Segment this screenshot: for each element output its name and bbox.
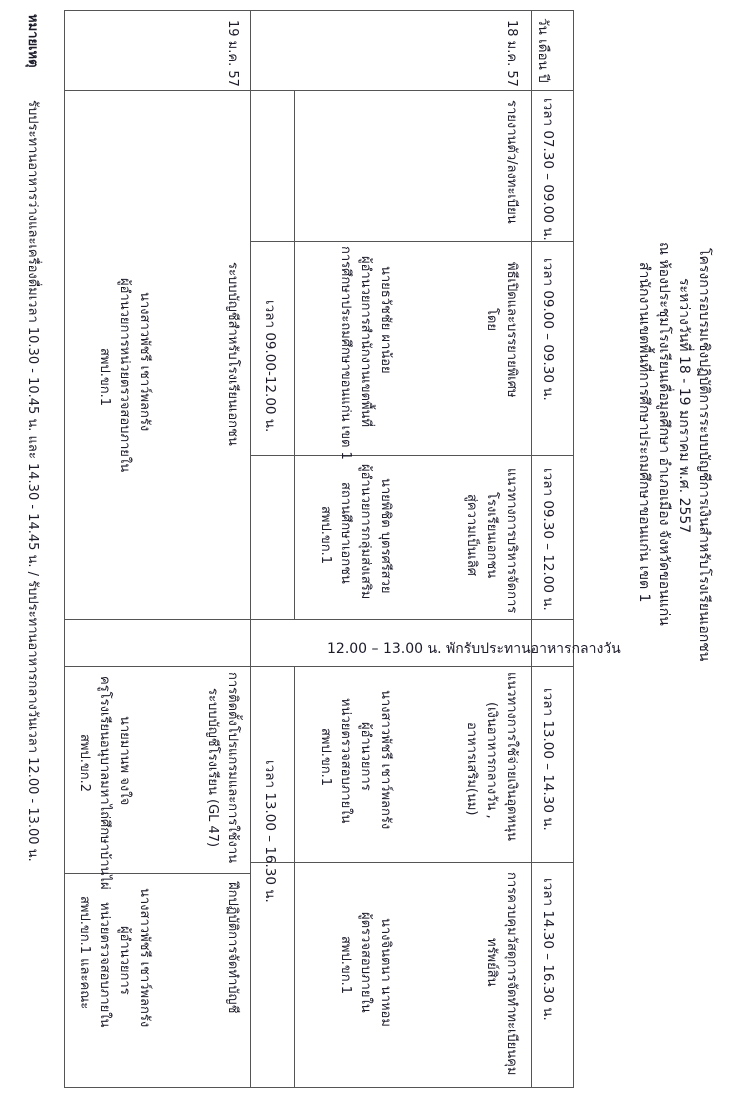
time-1300: เวลา 13.00 – 14.30 น. (540, 688, 556, 831)
day2-afternoon-time: เวลา 13.00 – 16.30 น. (262, 760, 278, 903)
day2-pm1-topic-line2: ระบบบัญชีโรงเรียน (GL 47) (205, 688, 220, 848)
table-border-left (64, 10, 65, 1088)
day1-s2-speaker-office: สพป.ขก.1 (318, 728, 333, 787)
day2-pm2-topic: ฝึกปฏิบัติการจัดทำบัญชี (225, 882, 240, 1014)
day2-am-header-line (294, 90, 295, 620)
day2-pm1-speaker-title: ครูโรงเรียนอนุบาลมหาไถ่ศึกษาบ้านไผ่ (97, 676, 112, 890)
line-0930 (250, 455, 574, 456)
day-split-line (250, 10, 251, 1088)
day2-morning-speaker-title: ผู้อำนวยการหน่วยตรวจสอบภายใน (117, 278, 132, 473)
day1-s3-speaker-title: ผู้ตรวจสอบภายใน (358, 912, 373, 1013)
day2-pm2-speaker-office: สพป.ขก.1 และคณะ (77, 896, 92, 1010)
header-row-line (531, 10, 532, 1088)
day1-date: 18 ม.ค. 57 (504, 20, 519, 87)
table-border-right (573, 10, 574, 1088)
day1-s1-speaker: นายพิชิต บุตรศรีสวย (378, 478, 393, 594)
day1-s1-topic-line1: แนวทางการบริหารจัดการ (504, 468, 519, 614)
day1-s1-topic-line2: โรงเรียนเอกชน (484, 492, 499, 579)
day1-s3-speaker-office: สพป.ขก.1 (338, 936, 353, 995)
day2-morning-speaker: นางสาวพัชรี เชาว์พลกรัง (137, 292, 152, 432)
day1-s1-speaker-title: ผู้อำนวยการกลุ่มส่งเสริม (358, 464, 373, 600)
day1-opening-line2: โดย (484, 308, 499, 332)
day1-opening-speaker: นายธวัชชัย ผาน้อย (378, 266, 393, 374)
footnote-label: หมายเหตุ (25, 14, 40, 68)
day1-opening-line1: พิธีเปิดและบรรยายพิเศษ (504, 262, 519, 398)
day1-s3-topic-line2: ทรัพย์สิน (484, 938, 499, 987)
time-0730: เวลา 07.30 – 09.00 น. (540, 98, 556, 241)
line-lunch-end (64, 666, 574, 667)
day2-pm-split (64, 873, 251, 874)
table-border-top (64, 10, 574, 11)
day1-opening-speaker-org: การศึกษาประถมศึกษาขอนแก่น เขต 1 (338, 246, 353, 460)
table-border-bottom (64, 1087, 574, 1088)
time-1430: เวลา 14.30 – 16.30 น. (540, 878, 556, 1021)
day1-s1-speaker-office: สพป.ขก.1 (318, 506, 333, 565)
day2-pm1-speaker: นายมานพ จงใจ (117, 716, 132, 806)
day1-s3-speaker: นางจินตนา นาหอม (378, 918, 393, 1027)
line-lunch-start (64, 619, 574, 620)
day1-s2-topic-line1: แนวทางการใช้จ่ายเงินอุดหนุน (504, 672, 519, 841)
date-column-header: วัน เดือน ปี (535, 18, 551, 83)
lunch-break: 12.00 – 13.00 น. พักรับประทานอาหารกลางวัน (327, 641, 621, 657)
header-line2: ระหว่างวันที่ 18 - 19 มกราคม พ.ศ. 2557 (676, 278, 692, 534)
time-0900: เวลา 09.00 – 09.30 น. (540, 258, 556, 401)
date-column-line (64, 90, 574, 91)
day1-opening-speaker-title: ผู้อำนวยการสำนักงานเขตพื้นที่ (358, 256, 373, 428)
header-line3: ณ ห้องประชุมโรงเรียนเดื่อมูลศึกษา อำเภอเมือง จังหวัดขอนแก่น (656, 242, 672, 626)
header-line1: โครงการอบรมเชิงปฏิบัติการระบบบัญชีการเงินสำหรับโรงเรียนเอกชน (696, 248, 712, 662)
day2-pm1-speaker-office: สพป.ขก.2 (77, 734, 92, 793)
day1-s2-speaker-title: ผู้อำนวยการ (358, 722, 373, 791)
day2-date: 19 ม.ค. 57 (225, 20, 240, 87)
day2-morning-topic: ระบบบัญชีสำหรับโรงเรียนเอกชน (225, 262, 240, 446)
line-0900 (250, 241, 574, 242)
day2-pm-header-line (294, 666, 295, 1088)
line-1430 (250, 862, 574, 863)
day2-pm1-topic-line1: การติดตั้งโปรแกรมและการใช้งาน (225, 672, 240, 864)
day2-pm2-speaker-title: ผู้อำนวยการ (117, 926, 132, 995)
day1-s2-topic-line3: อาหารเสริม(นม) (464, 722, 479, 816)
day1-s2-topic-line2: (เงินอาหารกลางวัน , (484, 702, 499, 819)
day2-morning-time: เวลา 09.00-12.00 น. (262, 300, 278, 433)
day1-s1-speaker-org: สถานศึกษาเอกชน (338, 482, 353, 584)
day2-pm2-speaker: นางสาวพัชรี เชาว์พลกรัง (137, 888, 152, 1028)
day1-s3-topic-line1: การควบคุมวัสดุการจัดทำทะเบียนคุม (504, 872, 519, 1076)
time-0930: เวลา 09.30 – 12.00 น. (540, 468, 556, 611)
day1-s1-topic-line3: สู่ความเป็นเลิศ (464, 494, 479, 577)
day1-s2-speaker-org: หน่วยตรวจสอบภายใน (338, 698, 353, 824)
day2-morning-speaker-office: สพป.ขก.1 (97, 348, 112, 407)
header-line4: สำนักงานเขตพื้นที่การศึกษาประถมศึกษาขอนแก่น เขต 1 (636, 262, 652, 603)
footnote-text: รับประทานอาหารว่างและเครื่องดื่มเวลา 10.30 - 10.45 น. และ 14.30 - 14.45 น. / รับประทานอาหารกลางวันเวลา 12.00 - 13.00 น. (25, 100, 40, 862)
day1-s2-speaker: นางสาวพัชรี เชาว์พลกรัง (378, 690, 393, 830)
day1-registration: รายงานตัว/ลงทะเบียน (504, 100, 519, 224)
day2-pm2-speaker-org: หน่วยตรวจสอบภายใน (97, 902, 112, 1028)
